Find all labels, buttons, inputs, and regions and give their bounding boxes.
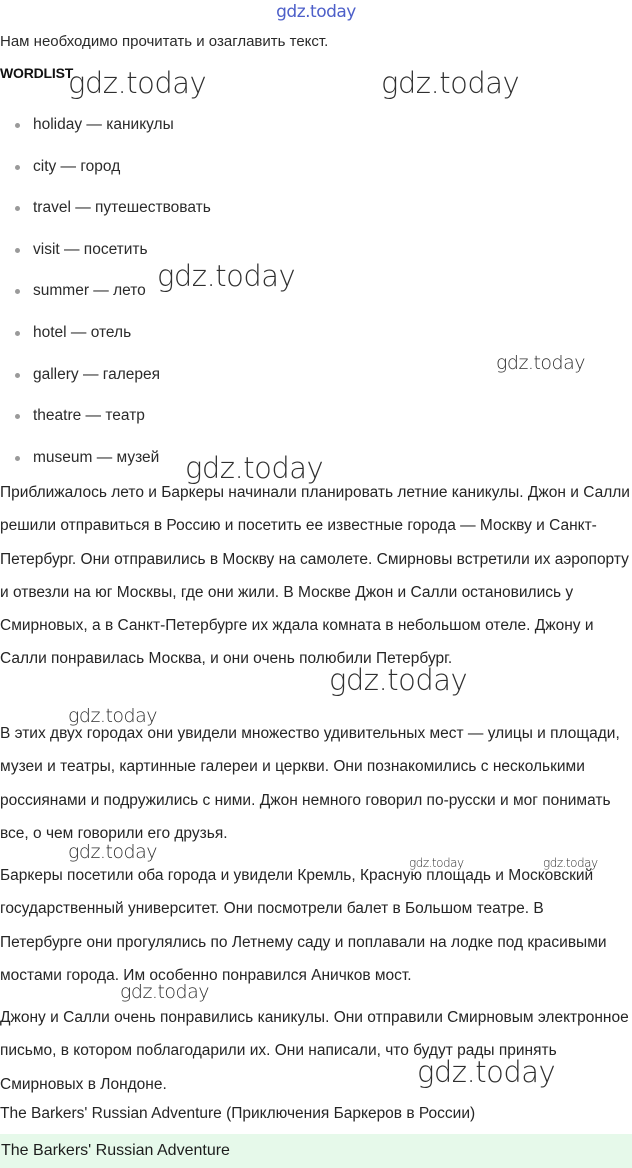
wordlist-item-text: theatre — театр xyxy=(33,407,145,425)
watermark: gdz.today xyxy=(496,352,585,374)
watermark: gdz.today xyxy=(68,841,157,863)
wordlist-item-text: visit — посетить xyxy=(33,240,148,258)
paragraph: Джону и Салли очень понравились каникулы. Они отправили Смирновым электронное письмо, в котором поблагодарили их. Они написали, что будут рады принять Смирновых в Лондоне. xyxy=(0,1009,629,1093)
wordlist-item xyxy=(0,356,211,398)
watermark: gdz.today xyxy=(68,705,157,727)
watermark: gdz.today xyxy=(157,259,296,293)
title-translation: The Barkers' Russian Adventure (Приключения Баркеров в России) xyxy=(0,1105,476,1122)
bullet-icon xyxy=(15,331,20,336)
bullet-icon xyxy=(15,456,20,461)
wordlist-heading: WORDLIST xyxy=(0,65,74,81)
wordlist-item xyxy=(0,314,211,356)
wordlist-item xyxy=(0,397,211,439)
paragraph: В этих двух городах они увидели множество удивительных мест — улицы и площади, музеи и театры, картинные галереи и церкви. Они познакомились с несколькими россиянами и подружились с ними. Джон немного говорил по-русски и мог понимать все, о чем говорили его друзья. xyxy=(0,725,620,842)
wordlist-item xyxy=(0,231,211,273)
wordlist-item xyxy=(0,148,211,190)
watermark: gdz.today xyxy=(68,66,207,100)
bullet-icon xyxy=(15,248,20,253)
watermark: gdz.today xyxy=(120,981,209,1003)
watermark: gdz.today xyxy=(329,663,468,697)
wordlist-item-text: gallery — галерея xyxy=(33,365,161,383)
wordlist-item-text: holiday — каникулы xyxy=(33,116,174,133)
wordlist-item-text: museum — музей xyxy=(33,448,160,466)
paragraph: Приближалось лето и Баркеры начинали планировать летние каникулы. Джон и Салли решили отправиться в Россию и посетить ее известные города — Москву и Санкт-Петербург. Они отправились в Москву на самолете. Смирновы встретили их аэропорту и отвезли на юг Москвы, где они жили. В Москве Джон и Салли остановились у Смирновых, а в Санкт-Петербурге их ждала комната в небольшом отеле. Джону и Салли понравилась Москва, и они очень полюбили Петербург. xyxy=(0,484,630,668)
bullet-icon xyxy=(15,123,20,128)
watermark: gdz.today xyxy=(409,856,464,870)
watermark: gdz.today xyxy=(381,66,520,100)
watermark: gdz.today xyxy=(417,1055,556,1089)
watermark: gdz.today xyxy=(543,856,598,870)
wordlist xyxy=(0,106,211,480)
wordlist-item-text: summer — лето xyxy=(33,282,146,300)
wordlist-item xyxy=(0,189,211,231)
intro-text: Нам необходимо прочитать и озаглавить текст. xyxy=(0,33,329,50)
bullet-icon xyxy=(15,414,20,419)
wordlist-item xyxy=(0,439,211,481)
paragraph: Баркеры посетили оба города и увидели Кремль, Красную площадь и Московский государственный университет. Они посмотрели балет в Большом театре. В Петербурге они прогулялись по Летнему саду и поплавали на лодке под красивыми мостами города. Им особенно понравился Аничков мост. xyxy=(0,867,607,984)
answer-highlight: The Barkers' Russian Adventure xyxy=(0,1134,632,1168)
bullet-icon xyxy=(15,165,20,170)
wordlist-item xyxy=(0,272,211,314)
wordlist-item-text: travel — путешествовать xyxy=(33,199,211,217)
bullet-icon xyxy=(15,206,20,211)
site-logo[interactable]: gdz.today xyxy=(276,2,356,22)
bullet-icon xyxy=(15,289,20,294)
watermark: gdz.today xyxy=(185,451,324,485)
wordlist-item-text: city — город xyxy=(33,157,121,175)
wordlist-item xyxy=(0,106,211,148)
wordlist-item-text: hotel — отель xyxy=(33,323,132,341)
bullet-icon xyxy=(15,373,20,378)
